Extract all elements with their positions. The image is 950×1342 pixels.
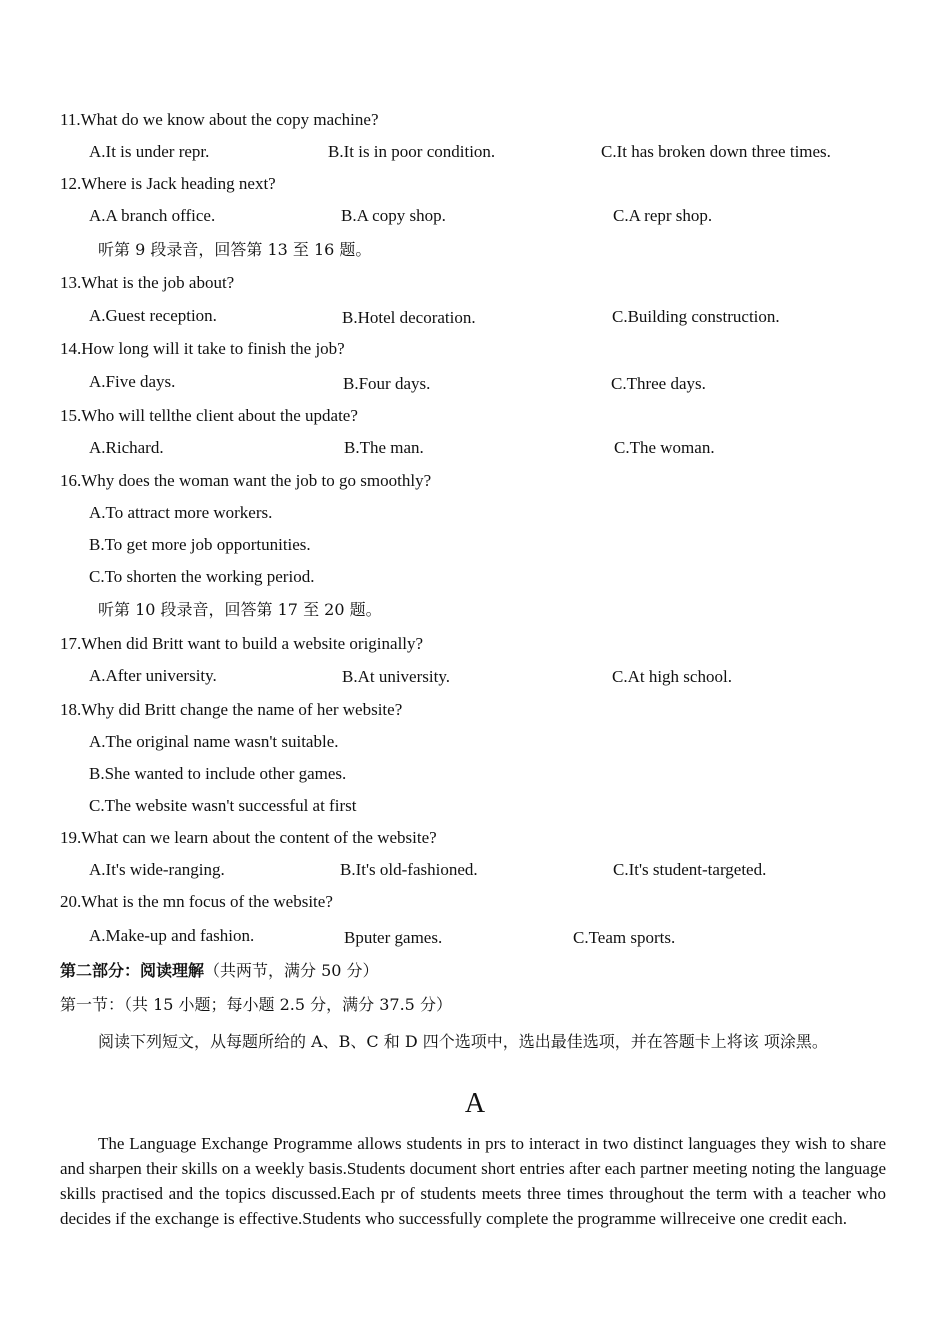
q15-option-c: C.The woman. bbox=[614, 438, 715, 457]
q16-option-c: C.To shorten the working period. bbox=[89, 567, 315, 586]
q17-option-c: C.At high school. bbox=[612, 667, 732, 686]
q15-option-b: B.The man. bbox=[344, 438, 424, 457]
q19-option-c: C.It's student-targeted. bbox=[613, 860, 767, 879]
q17-option-a: A.After university. bbox=[89, 666, 217, 685]
q12-option-b: B.A copy shop. bbox=[341, 206, 446, 225]
part2-title-rest: （共两节，满分 50 分） bbox=[204, 961, 379, 980]
question-14: 14.How long will it take to finish the job? bbox=[60, 339, 345, 358]
q20-option-c: C.Team sports. bbox=[573, 928, 676, 947]
q11-option-b: B.It is in poor condition. bbox=[328, 142, 496, 161]
question-16: 16.Why does the woman want the job to go smoothly? bbox=[60, 471, 432, 490]
q13-option-b: B.Hotel decoration. bbox=[342, 308, 476, 327]
q16-option-b: B.To get more job opportunities. bbox=[89, 535, 311, 554]
passage-a bbox=[60, 1131, 886, 1231]
q11-option-a: A.It is under repr. bbox=[89, 142, 210, 161]
segment-10-header: 听第 10 段录音，回答第 17 至 20 题。 bbox=[98, 600, 382, 619]
q14-option-a: A.Five days. bbox=[89, 372, 176, 391]
question-15: 15.Who will tellthe client about the update? bbox=[60, 406, 358, 425]
q19-option-b: B.It's old-fashioned. bbox=[340, 860, 478, 879]
q20-option-a: A.Make-up and fashion. bbox=[89, 926, 255, 945]
q19-option-a: A.It's wide-ranging. bbox=[89, 860, 225, 879]
question-18: 18.Why did Britt change the name of her website? bbox=[60, 700, 403, 719]
q18-option-b: B.She wanted to include other games. bbox=[89, 764, 347, 783]
question-19: 19.What can we learn about the content of the website? bbox=[60, 828, 437, 847]
q12-option-a: A.A branch office. bbox=[89, 206, 216, 225]
part2-title bbox=[60, 960, 379, 982]
segment-9-header: 听第 9 段录音，回答第 13 至 16 题。 bbox=[98, 240, 372, 259]
question-20: 20.What is the mn focus of the website? bbox=[60, 892, 333, 911]
passage-label: A bbox=[464, 1088, 486, 1119]
part2-title-bold: 第二部分：阅读理解 bbox=[60, 961, 205, 980]
question-11: 11.What do we know about the copy machine? bbox=[60, 110, 379, 129]
q18-option-c: C.The website wasn't successful at first bbox=[89, 796, 357, 815]
q13-option-a: A.Guest reception. bbox=[89, 306, 217, 325]
section-1-header: 第一节：（共 15 小题；每小题 2.5 分，满分 37.5 分） bbox=[60, 995, 452, 1014]
q13-option-c: C.Building construction. bbox=[612, 307, 780, 326]
q17-option-b: B.At university. bbox=[342, 667, 450, 686]
q14-option-b: B.Four days. bbox=[343, 374, 431, 393]
question-17: 17.When did Britt want to build a website originally? bbox=[60, 634, 424, 653]
passage-a-text: The Language Exchange Programme allows students in prs to interact in two distinct languages they wish to share and sharpen their skills on a weekly basis.Students document short entries after each partner meeting noting the language skills practised and the topics discussed.Each pr of students meets three times throughout the term with a teacher who decides if the exchange is effective.Students who successfully complete the programme willreceive one credit each. bbox=[60, 1134, 886, 1228]
q14-option-c: C.Three days. bbox=[611, 374, 706, 393]
question-12: 12.Where is Jack heading next? bbox=[60, 174, 276, 193]
q20-option-b: Bputer games. bbox=[344, 928, 443, 947]
q15-option-a: A.Richard. bbox=[89, 438, 164, 457]
q12-option-c: C.A repr shop. bbox=[613, 206, 713, 225]
reading-instructions: 阅读下列短文，从每题所给的 A、B、C 和 D 四个选项中，选出最佳选项，并在答题卡上将该 项涂黑。 bbox=[98, 1032, 828, 1051]
q16-option-a: A.To attract more workers. bbox=[89, 503, 273, 522]
q11-option-c: C.It has broken down three times. bbox=[601, 142, 831, 161]
q18-option-a: A.The original name wasn't suitable. bbox=[89, 732, 339, 751]
question-13: 13.What is the job about? bbox=[60, 273, 235, 292]
